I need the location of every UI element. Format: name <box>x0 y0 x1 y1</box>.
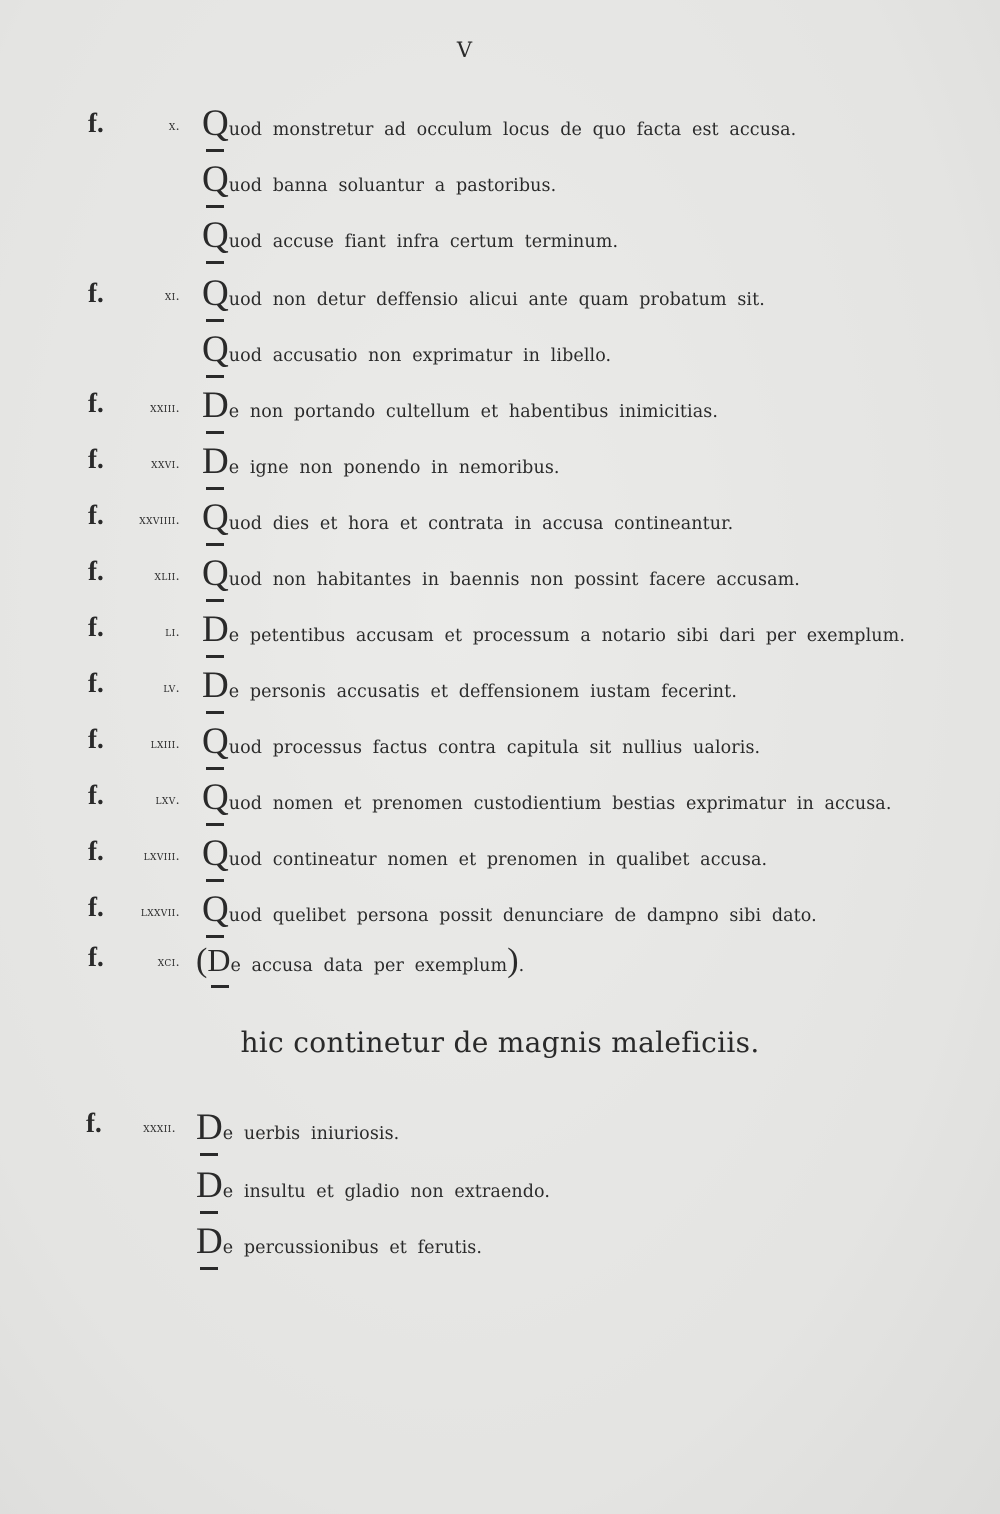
roman-numeral: xxvi. <box>151 456 180 471</box>
entry-text <box>202 497 734 538</box>
folio-mark: f. <box>88 668 104 698</box>
roman-numeral: li. <box>165 624 180 639</box>
page-number: V <box>456 38 474 62</box>
roman-numeral: lxiii. <box>150 736 180 751</box>
open-parenthesis: ( <box>196 942 208 979</box>
drop-initial: Q <box>202 553 229 594</box>
index-entry <box>0 553 1000 612</box>
folio-mark: f. <box>88 556 104 586</box>
drop-initial: Q <box>202 833 229 874</box>
drop-initial: Q <box>202 103 229 144</box>
entry-rest: e insultu et gladio non extraendo. <box>222 1182 551 1202</box>
entry-rest: e petentibus accusam et processum a notario sibi dari per exemplum. <box>228 626 906 646</box>
index-entry <box>0 1221 1000 1280</box>
roman-numeral: lxxvii. <box>140 904 180 919</box>
entry-rest: e igne non ponendo in nemoribus. <box>228 458 560 478</box>
close-parenthesis: ) <box>507 942 519 979</box>
entry-rest: uod accusatio non exprimatur in libello. <box>228 346 612 366</box>
index-entry <box>0 665 1000 724</box>
folio-mark: f. <box>88 388 104 418</box>
drop-initial: D <box>196 1107 223 1148</box>
roman-numeral: lxv. <box>155 792 180 807</box>
entry-rest: uod dies et hora et contrata in accusa contineantur. <box>228 514 734 534</box>
entry-text <box>202 329 612 370</box>
folio-mark: f. <box>88 780 104 810</box>
entry-text <box>196 1165 551 1206</box>
entry-rest: e personis accusatis et deffensionem iustam fecerint. <box>228 682 737 702</box>
folio-mark: f. <box>88 108 104 138</box>
index-entry <box>0 889 1000 948</box>
index-entry <box>0 497 1000 556</box>
entry-text <box>202 665 737 706</box>
roman-numeral: lxviii. <box>143 848 180 863</box>
roman-numeral: xlii. <box>154 568 180 583</box>
index-entry <box>0 777 1000 836</box>
drop-initial: Q <box>202 889 229 930</box>
entry-rest: uod processus factus contra capitula sit nullius ualoris. <box>228 738 761 758</box>
folio-mark: f. <box>88 892 104 922</box>
drop-initial: D <box>196 1165 223 1206</box>
index-entry <box>0 215 1000 274</box>
index-entry <box>0 1165 1000 1224</box>
entry-text <box>202 159 557 200</box>
folio-mark: f. <box>86 1108 102 1138</box>
entry-rest: uod quelibet persona possit denunciare de dampno sibi dato. <box>228 906 817 926</box>
entry-rest: e percussionibus et ferutis. <box>222 1238 483 1258</box>
drop-initial: Q <box>202 273 229 314</box>
drop-initial: D <box>202 385 229 426</box>
drop-initial: Q <box>202 159 229 200</box>
drop-initial: D <box>202 441 229 482</box>
roman-numeral: xxiii. <box>150 400 180 415</box>
entry-rest: uod accuse fiant infra certum terminum. <box>228 232 619 252</box>
folio-mark: f. <box>88 500 104 530</box>
entry-text <box>202 553 800 594</box>
drop-initial: D <box>207 942 231 978</box>
roman-numeral: xci. <box>157 954 180 969</box>
section-heading-text: hic continetur de magnis maleficiis. <box>240 1026 760 1059</box>
index-entry <box>0 942 1000 998</box>
folio-mark: f. <box>88 724 104 754</box>
drop-initial: Q <box>202 721 229 762</box>
roman-numeral: xxviiii. <box>139 512 180 527</box>
index-entry <box>0 609 1000 668</box>
index-entry <box>0 329 1000 388</box>
entry-text <box>196 1107 400 1148</box>
entry-text <box>202 441 560 482</box>
folio-mark: f. <box>88 444 104 474</box>
roman-numeral: lv. <box>163 680 180 695</box>
index-entry <box>0 159 1000 218</box>
index-entry <box>0 385 1000 444</box>
entry-text <box>202 385 719 426</box>
drop-initial: D <box>196 1221 223 1262</box>
entry-text <box>196 942 524 978</box>
roman-numeral: xxxii. <box>143 1120 176 1135</box>
index-entry <box>0 833 1000 892</box>
index-entry <box>0 721 1000 780</box>
entry-rest: uod banna soluantur a pastoribus. <box>228 176 557 196</box>
drop-initial: Q <box>202 497 229 538</box>
drop-initial: D <box>202 609 229 650</box>
entry-text <box>202 777 892 818</box>
entry-rest: uod contineatur nomen et prenomen in qualibet accusa. <box>228 850 768 870</box>
folio-mark: f. <box>88 278 104 308</box>
section-heading <box>0 1026 1000 1059</box>
entry-text <box>202 103 797 144</box>
index-entry <box>0 103 1000 162</box>
entry-rest: e accusa data per exemplum <box>230 956 508 976</box>
entry-rest: uod nomen et prenomen custodientium bestias exprimatur in accusa. <box>228 794 892 814</box>
entry-text <box>202 889 817 930</box>
entry-tail: . <box>518 956 525 976</box>
index-entry <box>0 273 1000 332</box>
index-entry <box>0 1107 1000 1166</box>
entry-rest: uod non detur deffensio alicui ante quam probatum sit. <box>228 290 765 310</box>
drop-initial: Q <box>202 329 229 370</box>
entry-text <box>202 833 768 874</box>
entry-rest: uod monstretur ad occulum locus de quo facta est accusa. <box>228 120 797 140</box>
entry-text <box>202 721 761 762</box>
drop-initial: D <box>202 665 229 706</box>
entry-rest: e uerbis iniuriosis. <box>222 1124 400 1144</box>
folio-mark: f. <box>88 942 104 972</box>
folio-mark: f. <box>88 836 104 866</box>
folio-mark: f. <box>88 612 104 642</box>
entry-rest: e non portando cultellum et habentibus inimicitias. <box>228 402 719 422</box>
index-entry <box>0 441 1000 500</box>
drop-initial: Q <box>202 215 229 256</box>
entry-text <box>202 215 619 256</box>
roman-numeral: x. <box>168 118 180 133</box>
entry-text <box>196 1221 483 1262</box>
entry-rest: uod non habitantes in baennis non possint facere accusam. <box>228 570 800 590</box>
roman-numeral: xi. <box>164 288 180 303</box>
drop-initial: Q <box>202 777 229 818</box>
entry-text <box>202 609 906 650</box>
entry-text <box>202 273 765 314</box>
